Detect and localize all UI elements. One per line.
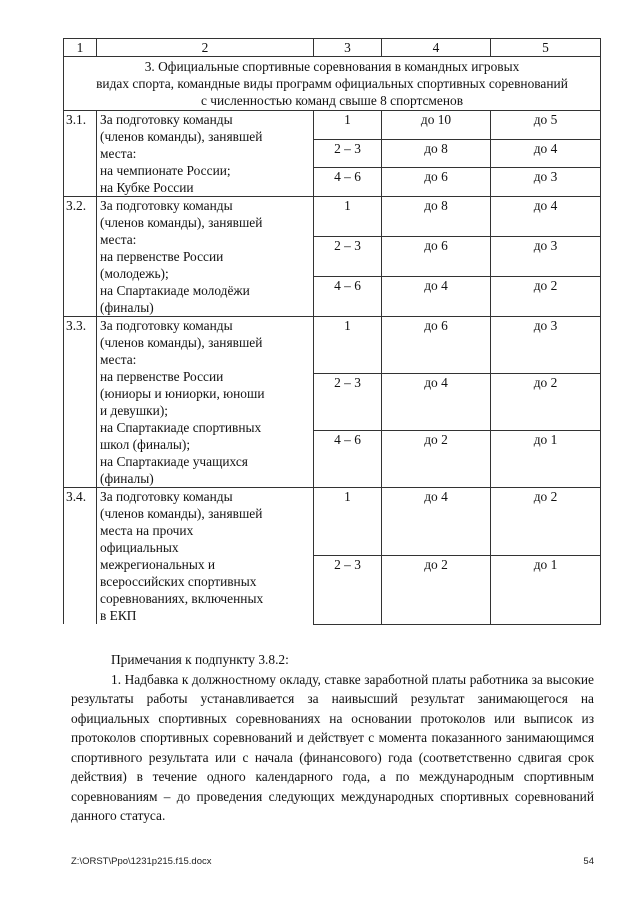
description-line: (молодежь); — [100, 266, 169, 281]
description-line: места: — [100, 146, 137, 161]
item-description — [97, 317, 314, 488]
description-line: места: — [100, 352, 137, 367]
description-line: и девушки); — [100, 403, 168, 418]
place-cell: 4 – 6 — [314, 168, 382, 197]
place-cell: 2 – 3 — [314, 556, 382, 624]
notes-title: Примечания к подпункту 3.8.2: — [111, 652, 289, 667]
col5-cell: до 5 — [491, 111, 601, 140]
col5-cell: до 4 — [491, 197, 601, 237]
col4-cell: до 6 — [382, 237, 491, 277]
col5-cell: до 2 — [491, 488, 601, 556]
description-line: (финалы) — [100, 471, 154, 486]
col4-cell: до 2 — [382, 431, 491, 488]
description-line: (юниоры и юниорки, юноши — [100, 386, 265, 401]
description-line: (членов команды), занявшей — [100, 335, 263, 350]
description-line: на первенстве России — [100, 369, 224, 384]
header-cell: 2 — [97, 39, 314, 57]
description-line: школ (финалы); — [100, 437, 191, 452]
table-header-row — [64, 39, 601, 57]
description-line: (членов команды), занявшей — [100, 215, 263, 230]
description-line: на Спартакиаде молодёжи — [100, 283, 250, 298]
place-cell: 1 — [314, 317, 382, 374]
place-cell: 1 — [314, 488, 382, 556]
table-row — [64, 111, 601, 140]
description-line: в ЕКП — [100, 608, 137, 623]
place-cell: 4 – 6 — [314, 277, 382, 317]
col4-cell: до 4 — [382, 374, 491, 431]
col4-cell: до 6 — [382, 168, 491, 197]
description-line: на чемпионате России; — [100, 163, 231, 178]
item-number: 3.2. — [64, 197, 97, 317]
item-number: 3.4. — [64, 488, 97, 625]
description-line: на Спартакиаде учащихся — [100, 454, 248, 469]
header-cell: 1 — [64, 39, 97, 57]
col5-cell: до 3 — [491, 237, 601, 277]
description-line: места: — [100, 232, 137, 247]
description-line: межрегиональных и — [100, 557, 216, 572]
section-title-line: видах спорта, командные виды программ официальных спортивных соревнований — [96, 76, 568, 91]
table-row — [64, 197, 601, 237]
notes-paragraph: 1. Надбавка к должностному окладу, ставке заработной платы работника за высокие результаты работы устанавливается за наивысший результат занимающегося на официальных спортивных соревнованиях на основании протоколов или выписок из протоколов спортивных соревнований и действует с момента показанного занимающимся спортивного результата или с начала (финансового) года (соответственно сдвигая срок действия) в течение одного календарного года, а по международным спортивным соревнованиям – до проведения следующих международных спортивных соревнований данного статуса. — [71, 671, 594, 823]
description-line: (членов команды), занявшей — [100, 506, 263, 521]
place-cell: 2 – 3 — [314, 374, 382, 431]
place-cell: 2 – 3 — [314, 139, 382, 168]
header-cell: 4 — [382, 39, 491, 57]
place-cell: 2 – 3 — [314, 237, 382, 277]
header-cell: 3 — [314, 39, 382, 57]
description-line: За подготовку команды — [100, 198, 233, 213]
description-line: на Спартакиаде спортивных — [100, 420, 262, 435]
awards-table — [63, 38, 601, 625]
page-footer — [71, 856, 594, 867]
section-title-line: 3. Официальные спортивные соревнования в командных игровых — [144, 59, 520, 74]
description-line: официальных — [100, 540, 179, 555]
notes-section — [71, 650, 594, 826]
col4-cell: до 2 — [382, 556, 491, 624]
item-description — [97, 488, 314, 625]
item-number: 3.3. — [64, 317, 97, 488]
header-cell: 5 — [491, 39, 601, 57]
table-row — [64, 488, 601, 556]
col4-cell: до 8 — [382, 139, 491, 168]
description-line: места на прочих — [100, 523, 194, 538]
col4-cell: до 4 — [382, 488, 491, 556]
table-row — [64, 317, 601, 374]
col5-cell: до 1 — [491, 431, 601, 488]
col5-cell: до 2 — [491, 277, 601, 317]
file-path: Z:\ORST\Ppo\1231p215.f15.docx — [71, 856, 212, 867]
place-cell: 4 – 6 — [314, 431, 382, 488]
page-number: 54 — [583, 856, 594, 867]
description-line: За подготовку команды — [100, 318, 233, 333]
col4-cell: до 4 — [382, 277, 491, 317]
section-title — [64, 57, 601, 111]
place-cell: 1 — [314, 111, 382, 140]
col4-cell: до 10 — [382, 111, 491, 140]
item-description — [97, 111, 314, 197]
description-line: (членов команды), занявшей — [100, 129, 263, 144]
col5-cell: до 3 — [491, 317, 601, 374]
col5-cell: до 4 — [491, 139, 601, 168]
col5-cell: до 1 — [491, 556, 601, 624]
col4-cell: до 6 — [382, 317, 491, 374]
section-title-row — [64, 57, 601, 111]
description-line: всероссийских спортивных — [100, 574, 257, 589]
col4-cell: до 8 — [382, 197, 491, 237]
description-line: соревнованиях, включенных — [100, 591, 264, 606]
description-line: За подготовку команды — [100, 489, 233, 504]
description-line: на Кубке России — [100, 180, 194, 195]
place-cell: 1 — [314, 197, 382, 237]
description-line: на первенстве России — [100, 249, 224, 264]
section-title-line: с численностью команд свыше 8 спортсменов — [200, 93, 464, 108]
col5-cell: до 2 — [491, 374, 601, 431]
description-line: За подготовку команды — [100, 112, 233, 127]
item-description — [97, 197, 314, 317]
col5-cell: до 3 — [491, 168, 601, 197]
item-number: 3.1. — [64, 111, 97, 197]
description-line: (финалы) — [100, 300, 154, 315]
